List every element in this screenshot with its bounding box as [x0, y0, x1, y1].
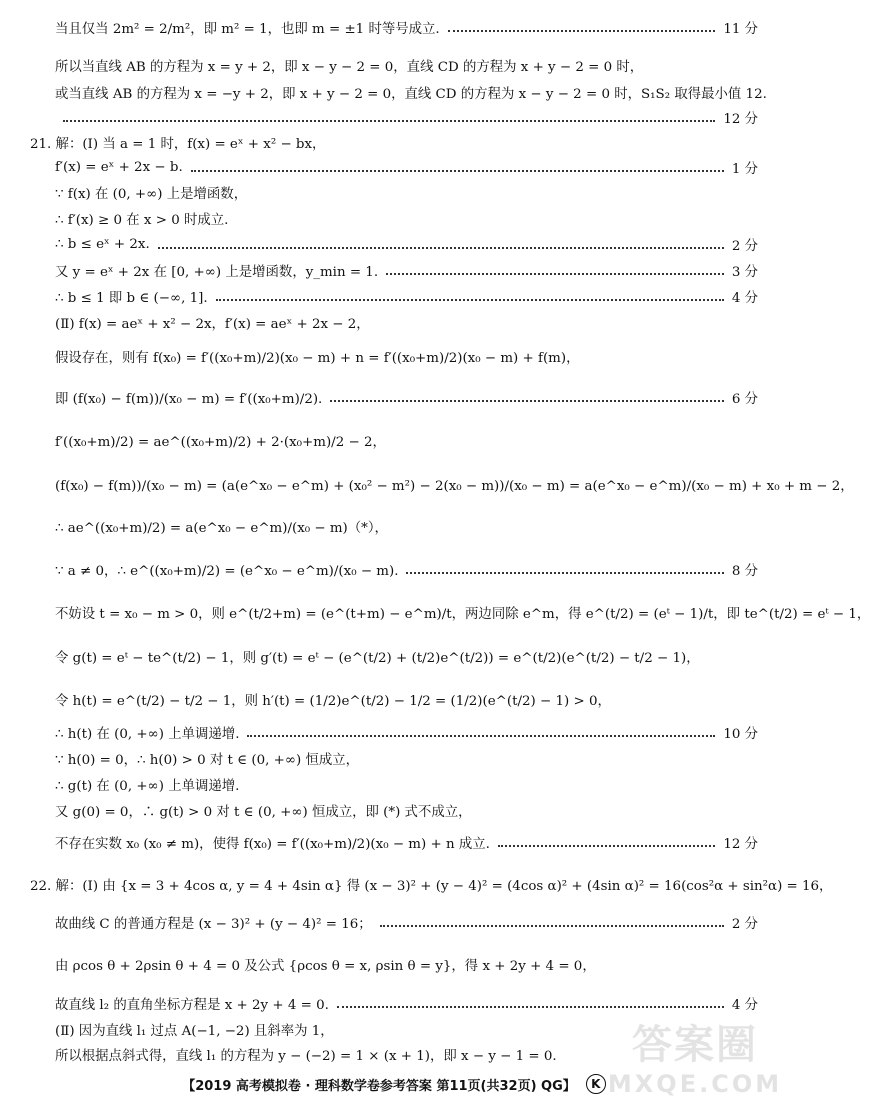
line-text: 故曲线 C 的普通方程是 (x − 3)² + (y − 4)² = 16； [55, 917, 372, 932]
dot-leader [247, 735, 715, 737]
line-text: 令 g(t) = eᵗ − te^(t/2) − 1，则 g′(t) = eᵗ − (e^(t/2) + (t/2)e^(t/2)) = e^(t/2)(e^(t/2) − t/2 − 1)， [55, 651, 700, 666]
score-label: 12 分 [723, 837, 758, 852]
answer-line [55, 209, 758, 228]
answer-line [55, 261, 758, 280]
score-label: 4 分 [731, 998, 758, 1013]
line-text: 当且仅当 2m² = 2/m²，即 m² = 1，也即 m = ±1 时等号成立. [55, 22, 440, 37]
line-text: 故直线 l₂ 的直角坐标方程是 x + 2y + 4 = 0. [55, 998, 329, 1013]
answer-line [55, 83, 767, 102]
answer-line [55, 517, 758, 536]
line-text: ∵ f(x) 在 (0, +∞) 上是增函数， [55, 187, 248, 202]
answer-line [55, 158, 758, 177]
line-text: 21. 解：(Ⅰ) 当 a = 1 时，f(x) = eˣ + x² − bx， [30, 137, 326, 152]
score-label: 8 分 [731, 564, 758, 579]
answer-line [55, 287, 758, 306]
dot-leader [63, 120, 715, 122]
line-text: ∵ h(0) = 0，∴ h(0) > 0 对 t ∈ (0, +∞) 恒成立， [55, 753, 360, 768]
line-text: (Ⅱ) 因为直线 l₁ 过点 A(−1, −2) 且斜率为 1， [55, 1024, 334, 1039]
footer-badge: K [586, 1074, 606, 1094]
score-label: 12 分 [723, 112, 758, 127]
answer-line [30, 133, 758, 152]
dot-leader [337, 1006, 724, 1008]
dot-leader [330, 400, 724, 402]
dot-leader [158, 247, 724, 249]
line-text: f′((x₀+m)/2) = ae^((x₀+m)/2) + 2·(x₀+m)/2 − 2， [55, 435, 386, 450]
answer-line [55, 749, 758, 768]
answer-line [55, 801, 758, 820]
line-text: 令 h(t) = e^(t/2) − t/2 − 1，则 h′(t) = (1/2)e^(t/2) − 1/2 = (1/2)(e^(t/2) − 1) > 0， [55, 694, 611, 709]
answer-line [55, 955, 758, 974]
answer-line [55, 647, 758, 666]
watermark-text: 答案圈 [632, 1021, 758, 1068]
answer-line [55, 723, 758, 742]
answer-line [55, 347, 758, 366]
dot-leader [448, 30, 716, 32]
line-text: f′(x) = eˣ + 2x − b. [55, 160, 183, 175]
line-text: 不妨设 t = x₀ − m > 0，则 e^(t/2+m) = (e^(t+m) − e^m)/t，两边同除 e^m，得 e^(t/2) = (eᵗ − 1)/t，即 te^(t/2) = eᵗ − 1， [55, 607, 870, 622]
page-footer [0, 1074, 788, 1094]
line-text: ∵ a ≠ 0，∴ e^((x₀+m)/2) = (e^x₀ − e^m)/(x₀ − m). [55, 564, 399, 579]
answer-line [55, 183, 758, 202]
score-label: 2 分 [731, 239, 758, 254]
answer-line [55, 108, 758, 127]
answer-line [55, 913, 758, 932]
score-label: 6 分 [731, 392, 758, 407]
watermark-url: MXQE.COM [607, 1069, 783, 1098]
answer-line [55, 603, 870, 622]
answer-line [55, 690, 758, 709]
answer-line [55, 56, 758, 75]
dot-leader [386, 273, 724, 275]
line-text: 由 ρcos θ + 2ρsin θ + 4 = 0 及公式 {ρcos θ = x, ρsin θ = y}，得 x + 2y + 4 = 0， [55, 959, 596, 974]
line-text: 即 (f(x₀) − f(m))/(x₀ − m) = f′((x₀+m)/2). [55, 392, 323, 407]
answer-line [55, 775, 758, 794]
answer-line [30, 875, 833, 894]
line-text: ∴ h(t) 在 (0, +∞) 上单调递增. [55, 727, 240, 742]
answer-line [55, 18, 758, 37]
line-text: ∴ ae^((x₀+m)/2) = a(e^x₀ − e^m)/(x₀ − m)（*）， [55, 521, 388, 536]
line-text: (f(x₀) − f(m))/(x₀ − m) = (a(e^x₀ − e^m) + (x₀² − m²) − 2(x₀ − m))/(x₀ − m) = a(e^x₀ − e^m)/(x₀ − m) + x₀ + m − 2， [55, 479, 854, 494]
dot-leader [406, 572, 723, 574]
dot-leader [498, 845, 715, 847]
line-text: 假设存在，则有 f(x₀) = f′((x₀+m)/2)(x₀ − m) + n = f′((x₀+m)/2)(x₀ − m) + f(m)， [55, 351, 580, 366]
answer-line [55, 560, 758, 579]
score-label: 10 分 [723, 727, 758, 742]
score-label: 4 分 [731, 291, 758, 306]
answer-line [55, 833, 758, 852]
dot-leader [191, 170, 724, 172]
footer-text: 【2019 高考模拟卷 · 理科数学卷参考答案 第11页(共32页) QG】 [182, 1078, 576, 1094]
answer-line [55, 431, 758, 450]
answer-line [55, 388, 758, 407]
line-text: ∴ b ≤ 1 即 b ∈ (−∞, 1]. [55, 291, 208, 306]
line-text: ∴ f′(x) ≥ 0 在 x > 0 时成立. [55, 213, 229, 228]
line-text: 所以当直线 AB 的方程为 x = y + 2，即 x − y − 2 = 0，直线 CD 的方程为 x + y − 2 = 0 时， [55, 60, 644, 75]
score-label: 2 分 [731, 917, 758, 932]
dot-leader [380, 925, 724, 927]
line-text: 又 g(0) = 0，∴ g(t) > 0 对 t ∈ (0, +∞) 恒成立，即 (*) 式不成立， [55, 805, 472, 820]
answer-line [55, 313, 758, 332]
line-text: ∴ g(t) 在 (0, +∞) 上单调递增. [55, 779, 240, 794]
answer-line [55, 475, 854, 494]
line-text: 22. 解：(Ⅰ) 由 {x = 3 + 4cos α, y = 4 + 4sin α} 得 (x − 3)² + (y − 4)² = (4cos α)² + (4sin α)² = 16(cos²α + sin²α) = 16， [30, 879, 833, 894]
score-label: 11 分 [723, 22, 758, 37]
dot-leader [216, 299, 724, 301]
line-text: 所以根据点斜式得，直线 l₁ 的方程为 y − (−2) = 1 × (x + 1)，即 x − y − 1 = 0. [55, 1049, 557, 1064]
line-text: 或当直线 AB 的方程为 x = −y + 2，即 x + y − 2 = 0，直线 CD 的方程为 x − y − 2 = 0 时，S₁S₂ 取得最小值 12. [55, 87, 767, 102]
line-text: 又 y = eˣ + 2x 在 [0, +∞) 上是增函数，y_min = 1. [55, 265, 379, 280]
line-text: ∴ b ≤ eˣ + 2x. [55, 237, 150, 252]
answer-line [55, 235, 758, 254]
score-label: 3 分 [731, 265, 758, 280]
line-text: 不存在实数 x₀ (x₀ ≠ m)，使得 f(x₀) = f′((x₀+m)/2)(x₀ − m) + n 成立. [55, 837, 490, 852]
line-text: (Ⅱ) f(x) = aeˣ + x² − 2x，f′(x) = aeˣ + 2x − 2， [55, 317, 370, 332]
score-label: 1 分 [731, 162, 758, 177]
